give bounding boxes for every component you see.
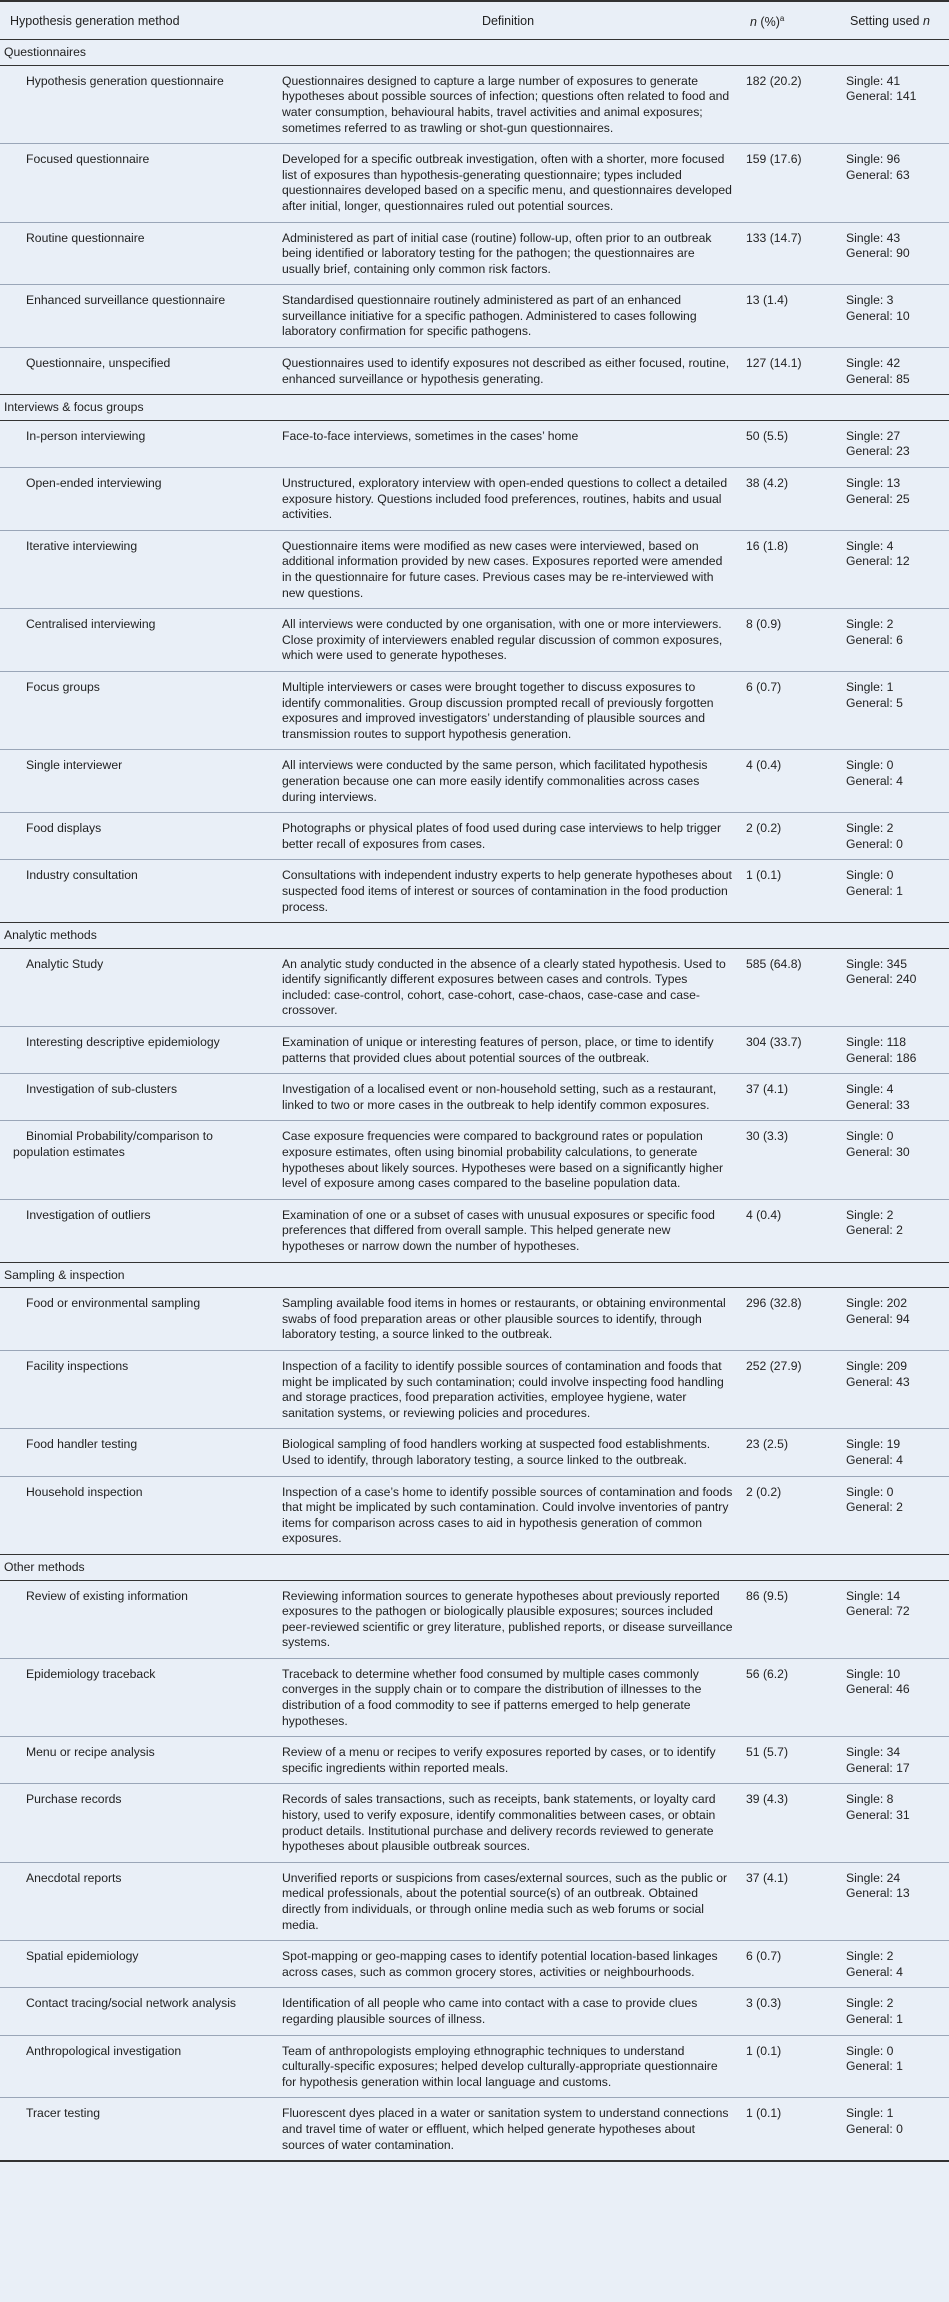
table-row [0, 468, 949, 531]
method-count: 86 (9.5) [740, 1580, 840, 1658]
setting-single: Single: 4 [846, 538, 894, 553]
method-definition: Traceback to determine whether food consumed by multiple cases commonly converges in the supply chain or to compare the distribution of illnesses to the distribution of a food commodity to see if patterns emerged to help generate hypotheses. [272, 1658, 740, 1736]
method-setting [840, 1862, 949, 1940]
method-count: 6 (0.7) [740, 671, 840, 749]
method-definition: Face-to-face interviews, sometimes in the cases’ home [272, 420, 740, 467]
table-row [0, 750, 949, 813]
setting-general: General: 4 [846, 1452, 903, 1467]
method-name: Interesting descriptive epidemiology [0, 1027, 272, 1074]
setting-single: Single: 0 [846, 2043, 894, 2058]
setting-single: Single: 2 [846, 1949, 894, 1964]
method-definition: Team of anthropologists employing ethnographic techniques to understand culturally-specific exposures; helped develop culturally-appropriate questionnaire for hypothesis generation within local language and customs. [272, 2035, 740, 2098]
method-setting [840, 860, 949, 923]
method-setting [840, 1658, 949, 1736]
table-header [0, 1, 949, 40]
method-name: Spatial epidemiology [0, 1941, 272, 1988]
method-setting [840, 609, 949, 672]
method-count: 30 (3.3) [740, 1121, 840, 1199]
method-definition: Multiple interviewers or cases were brought together to discuss exposures to identify commonalities. Group discussion prompted recall of previously forgotten exposures and improved investigators’ understanding of plausible sources and transmission routes to support hypothesis generation. [272, 671, 740, 749]
table-row [0, 144, 949, 222]
setting-general: General: 0 [846, 836, 903, 851]
setting-single: Single: 24 [846, 1870, 901, 1885]
method-setting [840, 1784, 949, 1862]
method-definition: Identification of all people who came into contact with a case to provide clues regarding plausible sources of illness. [272, 1988, 740, 2035]
method-count: 1 (0.1) [740, 2035, 840, 2098]
setting-single: Single: 42 [846, 356, 901, 371]
method-name: Anecdotal reports [0, 1862, 272, 1940]
method-name: In-person interviewing [0, 420, 272, 467]
setting-single: Single: 209 [846, 1358, 907, 1373]
method-setting [840, 1429, 949, 1476]
method-count: 38 (4.2) [740, 468, 840, 531]
table-row [0, 285, 949, 348]
method-count: 2 (0.2) [740, 813, 840, 860]
method-count: 304 (33.7) [740, 1027, 840, 1074]
setting-general: General: 90 [846, 246, 910, 261]
table-row [0, 2098, 949, 2161]
method-definition: Consultations with independent industry experts to help generate hypotheses about suspected food items of interest or sources of contamination in the food production process. [272, 860, 740, 923]
method-name: Menu or recipe analysis [0, 1737, 272, 1784]
setting-single: Single: 41 [846, 73, 901, 88]
method-name: Enhanced surveillance questionnaire [0, 285, 272, 348]
setting-single: Single: 13 [846, 476, 901, 491]
section-row [0, 923, 949, 949]
method-count: 39 (4.3) [740, 1784, 840, 1862]
method-name: Review of existing information [0, 1580, 272, 1658]
section-row [0, 395, 949, 421]
setting-single: Single: 2 [846, 1207, 894, 1222]
table-row [0, 222, 949, 285]
setting-general: General: 85 [846, 371, 910, 386]
setting-single: Single: 14 [846, 1588, 901, 1603]
method-name: Industry consultation [0, 860, 272, 923]
table-row [0, 1941, 949, 1988]
table-row [0, 1784, 949, 1862]
method-name: Purchase records [0, 1784, 272, 1862]
method-count: 585 (64.8) [740, 948, 840, 1026]
method-definition: An analytic study conducted in the absence of a clearly stated hypothesis. Used to identify significantly different exposures between cases and controls. Types included: case-control, cohort, case-cohort, case-chaos, case-case and case-crossover. [272, 948, 740, 1026]
method-definition: Examination of one or a subset of cases with unusual exposures or specific food preferences that differed from overall sample. This helped generate new hypotheses or narrow down the number of hypotheses. [272, 1199, 740, 1262]
method-name: Single interviewer [0, 750, 272, 813]
setting-single: Single: 0 [846, 868, 894, 883]
method-name: Facility inspections [0, 1350, 272, 1428]
setting-single: Single: 1 [846, 679, 894, 694]
table-row [0, 2035, 949, 2098]
setting-single: Single: 118 [846, 1035, 907, 1050]
method-count: 16 (1.8) [740, 530, 840, 608]
setting-single: Single: 0 [846, 1129, 894, 1144]
section-row [0, 40, 949, 66]
setting-single: Single: 10 [846, 1666, 901, 1681]
method-setting [840, 1121, 949, 1199]
method-count: 37 (4.1) [740, 1862, 840, 1940]
table-row [0, 1199, 949, 1262]
setting-general: General: 94 [846, 1311, 910, 1326]
header-setting: Setting used n [840, 1, 949, 40]
method-setting [840, 671, 949, 749]
method-setting [840, 1580, 949, 1658]
method-definition: Biological sampling of food handlers working at suspected food establishments. Used to identify, through laboratory testing, a source linked to the outbreak. [272, 1429, 740, 1476]
table-row [0, 1658, 949, 1736]
table-row [0, 860, 949, 923]
method-definition: Developed for a specific outbreak investigation, often with a shorter, more focused list of exposures than hypothesis-generating questionnaire; types included questionnaires developed based on a specific menu, and questionnaires developed after initial, longer, questionnaires ruled out potential sources. [272, 144, 740, 222]
section-title: Other methods [0, 1554, 949, 1580]
method-setting [840, 750, 949, 813]
setting-single: Single: 345 [846, 956, 907, 971]
setting-single: Single: 19 [846, 1437, 901, 1452]
method-definition: Sampling available food items in homes or restaurants, or obtaining environmental swabs of food preparation areas or other plausible sources to identify, through laboratory testing, a source linked to the outbreak. [272, 1288, 740, 1351]
method-name: Anthropological investigation [0, 2035, 272, 2098]
method-count: 37 (4.1) [740, 1074, 840, 1121]
table-row [0, 1074, 949, 1121]
setting-general: General: 0 [846, 2121, 903, 2136]
method-setting [840, 285, 949, 348]
setting-general: General: 31 [846, 1808, 910, 1823]
setting-single: Single: 2 [846, 617, 894, 632]
section-title: Interviews & focus groups [0, 395, 949, 421]
section-title: Sampling & inspection [0, 1262, 949, 1288]
setting-general: General: 43 [846, 1374, 910, 1389]
method-name: Food or environmental sampling [0, 1288, 272, 1351]
table-row [0, 420, 949, 467]
method-setting [840, 1941, 949, 1988]
method-definition: All interviews were conducted by the same person, which facilitated hypothesis generation because one can more easily identify commonalities across cases during interviews. [272, 750, 740, 813]
method-definition: Inspection of a facility to identify possible sources of contamination and foods that might be implicated by such contamination; could involve inspecting food handling and storage practices, food preparation activities, employee hygiene, water sanitation systems, or reviewing policies and procedures. [272, 1350, 740, 1428]
table-row [0, 1027, 949, 1074]
setting-general: General: 17 [846, 1760, 910, 1775]
setting-single: Single: 34 [846, 1745, 901, 1760]
header-method: Hypothesis generation method [0, 1, 272, 40]
method-count: 8 (0.9) [740, 609, 840, 672]
method-count: 2 (0.2) [740, 1476, 840, 1554]
method-definition: Questionnaire items were modified as new cases were interviewed, based on additional information provided by new cases. Exposures reported were amended in the questionnaire for future cases. Previous cases may be re-interviewed with new questions. [272, 530, 740, 608]
method-name: Iterative interviewing [0, 530, 272, 608]
table-row [0, 348, 949, 395]
method-definition: Fluorescent dyes placed in a water or sanitation system to understand connections and travel time of water or effluent, which helped generate hypotheses about sources of water contamination. [272, 2098, 740, 2161]
setting-single: Single: 3 [846, 293, 894, 308]
method-setting [840, 65, 949, 143]
method-count: 50 (5.5) [740, 420, 840, 467]
setting-single: Single: 0 [846, 1484, 894, 1499]
method-count: 182 (20.2) [740, 65, 840, 143]
setting-general: General: 141 [846, 89, 917, 104]
method-setting [840, 348, 949, 395]
table-row [0, 65, 949, 143]
setting-general: General: 1 [846, 883, 903, 898]
method-count: 56 (6.2) [740, 1658, 840, 1736]
method-definition: Reviewing information sources to generate hypotheses about previously reported exposures to the pathogen or biologically plausible exposures; sources included peer-reviewed scientific or grey literature, published reports, or disease surveillance systems. [272, 1580, 740, 1658]
method-name: Questionnaire, unspecified [0, 348, 272, 395]
method-definition: Unstructured, exploratory interview with open-ended questions to collect a detailed exposure history. Questions included food preferences, routines, habits and usual activities. [272, 468, 740, 531]
method-setting [840, 948, 949, 1026]
method-count: 159 (17.6) [740, 144, 840, 222]
table-row [0, 671, 949, 749]
setting-general: General: 6 [846, 632, 903, 647]
header-definition: Definition [272, 1, 740, 40]
method-count: 1 (0.1) [740, 860, 840, 923]
table-row [0, 1862, 949, 1940]
method-definition: Examination of unique or interesting features of person, place, or time to identify patterns that provided clues about potential sources of the outbreak. [272, 1027, 740, 1074]
setting-general: General: 23 [846, 444, 910, 459]
method-count: 133 (14.7) [740, 222, 840, 285]
method-definition: Case exposure frequencies were compared to background rates or population exposure estimates, often using binomial probability calculations, to generate hypotheses about likely sources. Hypotheses were based on a significantly higher level of exposure among cases compared to the baseline population data. [272, 1121, 740, 1199]
method-definition: Standardised questionnaire routinely administered as part of an enhanced surveillance initiative for a specific pathogen. Administered to cases following laboratory confirmation for specific pathogens. [272, 285, 740, 348]
setting-general: General: 2 [846, 1500, 903, 1515]
table-body [0, 40, 949, 2161]
method-setting [840, 1288, 949, 1351]
setting-single: Single: 8 [846, 1792, 894, 1807]
table-row [0, 1988, 949, 2035]
setting-single: Single: 1 [846, 2106, 894, 2121]
setting-general: General: 1 [846, 2011, 903, 2026]
method-setting [840, 144, 949, 222]
section-row [0, 1262, 949, 1288]
method-setting [840, 530, 949, 608]
setting-single: Single: 43 [846, 230, 901, 245]
method-setting [840, 1988, 949, 2035]
setting-single: Single: 4 [846, 1082, 894, 1097]
table-row [0, 1429, 949, 1476]
table-row [0, 1350, 949, 1428]
method-setting [840, 1027, 949, 1074]
setting-general: General: 46 [846, 1682, 910, 1697]
method-name: Investigation of sub-clusters [0, 1074, 272, 1121]
method-name: Routine questionnaire [0, 222, 272, 285]
setting-general: General: 1 [846, 2059, 903, 2074]
method-name: Hypothesis generation questionnaire [0, 65, 272, 143]
section-title: Questionnaires [0, 40, 949, 66]
method-setting [840, 2035, 949, 2098]
method-count: 252 (27.9) [740, 1350, 840, 1428]
method-name: Analytic Study [0, 948, 272, 1026]
table-row [0, 948, 949, 1026]
method-definition: Inspection of a case’s home to identify possible sources of contamination and foods that might be implicated by such contamination. Could involve inventories of pantry items for comparison across cases to aid in hypothesis generation of common exposures. [272, 1476, 740, 1554]
method-definition: Spot-mapping or geo-mapping cases to identify potential location-based linkages across cases, such as common grocery stores, activities or neighbourhoods. [272, 1941, 740, 1988]
table-row [0, 530, 949, 608]
method-count: 4 (0.4) [740, 1199, 840, 1262]
method-setting [840, 813, 949, 860]
method-count: 23 (2.5) [740, 1429, 840, 1476]
method-name: Focused questionnaire [0, 144, 272, 222]
method-count: 127 (14.1) [740, 348, 840, 395]
method-setting [840, 420, 949, 467]
table-row [0, 1580, 949, 1658]
method-setting [840, 1737, 949, 1784]
method-name: Contact tracing/social network analysis [0, 1988, 272, 2035]
method-count: 296 (32.8) [740, 1288, 840, 1351]
method-name: Household inspection [0, 1476, 272, 1554]
header-n: n (%)$^a$ [740, 1, 840, 40]
method-name: Epidemiology traceback [0, 1658, 272, 1736]
setting-single: Single: 202 [846, 1296, 907, 1311]
table-row [0, 813, 949, 860]
method-setting [840, 1199, 949, 1262]
method-count: 4 (0.4) [740, 750, 840, 813]
method-definition: Questionnaires used to identify exposures not described as either focused, routine, enhanced surveillance or hypothesis generating. [272, 348, 740, 395]
setting-general: General: 12 [846, 554, 910, 569]
method-setting [840, 222, 949, 285]
method-name: Tracer testing [0, 2098, 272, 2161]
setting-single: Single: 2 [846, 1996, 894, 2011]
method-count: 6 (0.7) [740, 1941, 840, 1988]
setting-general: General: 240 [846, 972, 917, 987]
table-row [0, 609, 949, 672]
method-name: Food displays [0, 813, 272, 860]
method-setting [840, 468, 949, 531]
table-row [0, 1288, 949, 1351]
setting-general: General: 186 [846, 1050, 917, 1065]
setting-single: Single: 96 [846, 152, 901, 167]
setting-single: Single: 2 [846, 821, 894, 836]
method-setting [840, 1350, 949, 1428]
setting-general: General: 63 [846, 167, 910, 182]
setting-general: General: 10 [846, 308, 910, 323]
method-definition: Questionnaires designed to capture a large number of exposures to generate hypotheses about possible sources of infection; questions often related to food and water consumption, behavioural habits, travel activities and animal exposures; sometimes referred to as trawling or shot-gun questionnaires. [272, 65, 740, 143]
method-count: 3 (0.3) [740, 1988, 840, 2035]
setting-general: General: 2 [846, 1223, 903, 1238]
method-definition: Review of a menu or recipes to verify exposures reported by cases, or to identify specific ingredients within reported meals. [272, 1737, 740, 1784]
method-name: Food handler testing [0, 1429, 272, 1476]
method-definition: Photographs or physical plates of food used during case interviews to help trigger better recall of exposures from cases. [272, 813, 740, 860]
setting-general: General: 25 [846, 491, 910, 506]
method-setting [840, 2098, 949, 2161]
method-setting [840, 1074, 949, 1121]
section-row [0, 1554, 949, 1580]
setting-general: General: 72 [846, 1604, 910, 1619]
setting-single: Single: 27 [846, 428, 901, 443]
method-name: Focus groups [0, 671, 272, 749]
method-definition: Records of sales transactions, such as receipts, bank statements, or loyalty card history, used to verify exposure, identify commonalities between cases, or obtain product details. Institutional purchase and delivery records reviewed to generate hypotheses about plausible outbreak sources. [272, 1784, 740, 1862]
method-name: Centralised interviewing [0, 609, 272, 672]
setting-single: Single: 0 [846, 758, 894, 773]
setting-general: General: 33 [846, 1097, 910, 1112]
method-count: 13 (1.4) [740, 285, 840, 348]
table-row [0, 1476, 949, 1554]
method-name: Investigation of outliers [0, 1199, 272, 1262]
table-row [0, 1737, 949, 1784]
setting-general: General: 4 [846, 773, 903, 788]
setting-general: General: 5 [846, 695, 903, 710]
method-count: 51 (5.7) [740, 1737, 840, 1784]
method-definition: Unverified reports or suspicions from cases/external sources, such as the public or medical professionals, about the potential source(s) of an outbreak. Obtained directly from individuals, or through online media such as web forums or social media. [272, 1862, 740, 1940]
setting-general: General: 13 [846, 1886, 910, 1901]
method-definition: Administered as part of initial case (routine) follow-up, often prior to an outbreak being identified or laboratory testing for the pathogen; the questionnaires are usually brief, containing only common risk factors. [272, 222, 740, 285]
method-definition: Investigation of a localised event or non-household setting, such as a restaurant, linked to two or more cases in the outbreak to help identify common exposures. [272, 1074, 740, 1121]
setting-general: General: 30 [846, 1145, 910, 1160]
method-name: Open-ended interviewing [0, 468, 272, 531]
table-row [0, 1121, 949, 1199]
method-setting [840, 1476, 949, 1554]
method-count: 1 (0.1) [740, 2098, 840, 2161]
section-title: Analytic methods [0, 923, 949, 949]
method-definition: All interviews were conducted by one organisation, with one or more interviewers. Close proximity of interviewers enabled regular discussion of common exposures, which were used to generate hypotheses. [272, 609, 740, 672]
setting-general: General: 4 [846, 1964, 903, 1979]
method-name: Binomial Probability/comparison to population estimates [0, 1121, 272, 1199]
